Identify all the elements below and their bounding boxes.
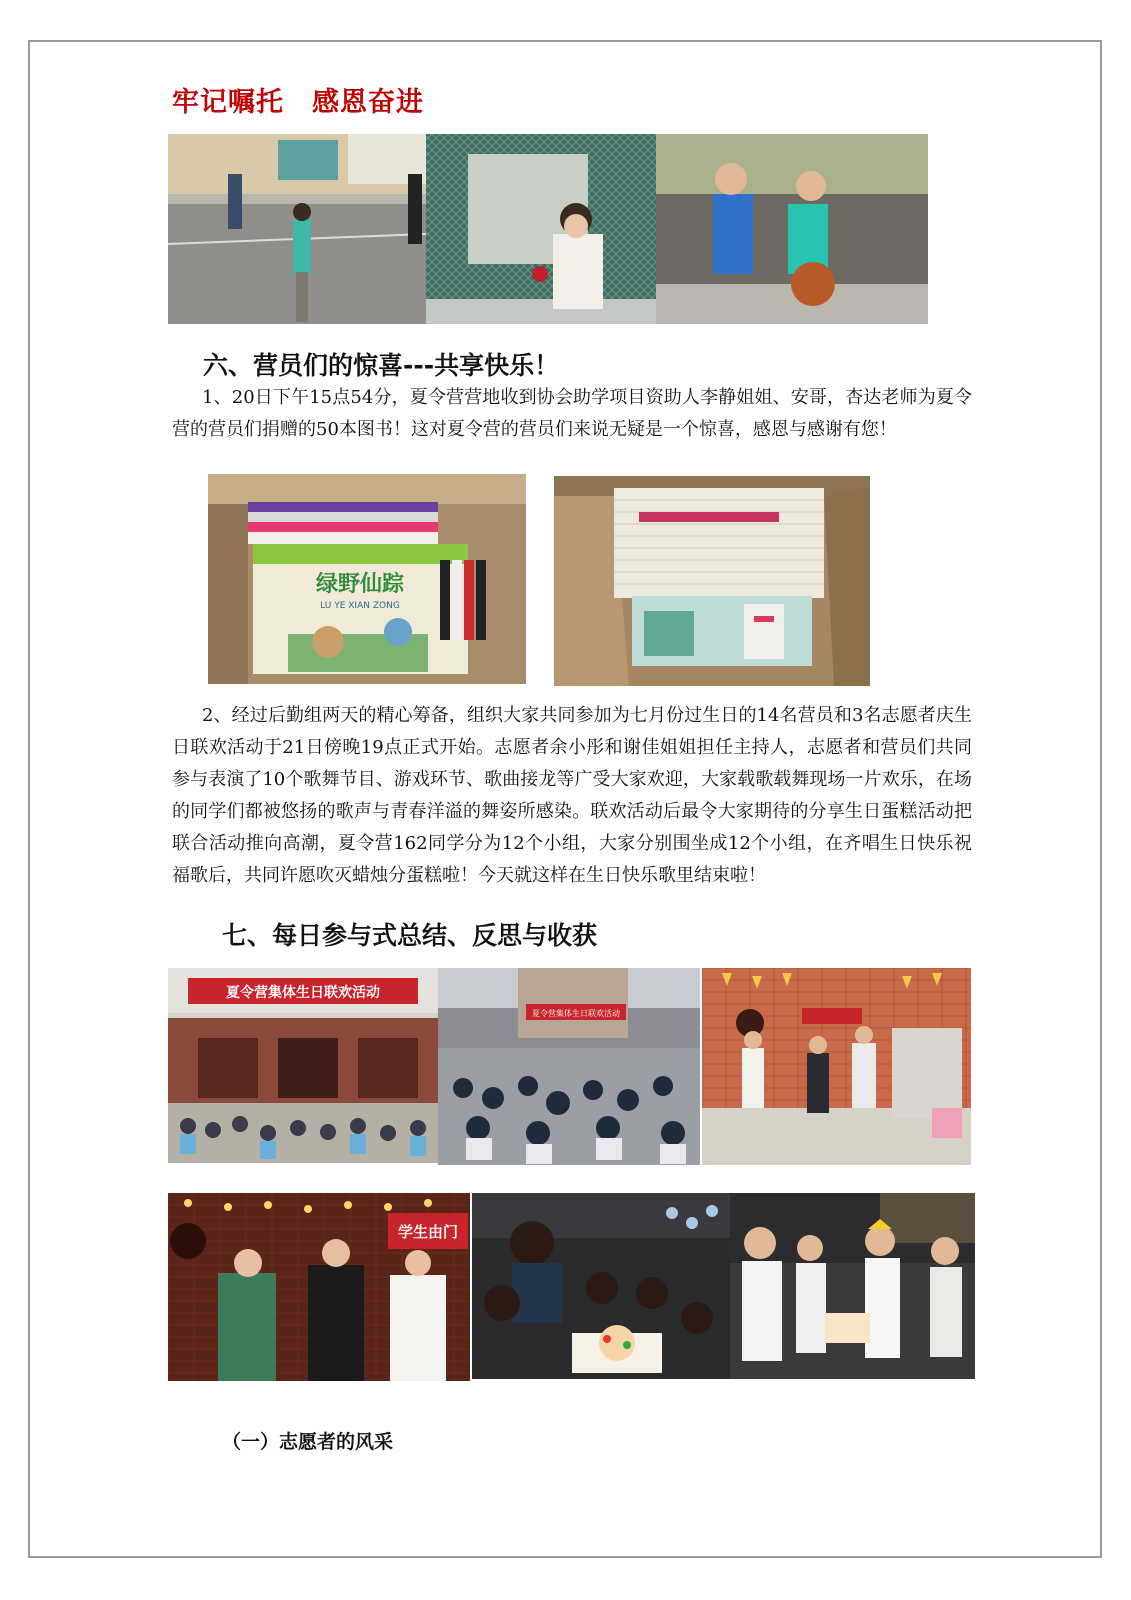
photo-birthday-kids (730, 1193, 975, 1379)
photo-birthday-stage (168, 968, 438, 1163)
banner-text-2: 夏令营集体生日联欢活动 (532, 1009, 620, 1018)
photo-books-box-2 (554, 476, 870, 686)
sign-student: 学生由门 (397, 1223, 459, 1241)
section6-paragraph-2: 2、经过后勤组两天的精心筹备，组织大家共同参加为七月份过生日的14名营员和3名志愿者庆生日联欢活动于21日傍晚19点正式开始。志愿者余小彤和谢佳姐姐担任主持人，志愿者和营员们共同参与表演了10个歌舞节目、游戏环节、歌曲接龙等广受大家欢迎，大家载歌载舞现场一片欢乐，在场的同学们都被悠扬的歌声与青春洋溢的舞姿所感染。联欢活动后最令大家期待的分享生日蛋糕活动把联合活动推向高潮，夏令营162同学分为12个小组，大家分别围坐成12个小组，在齐唱生日快乐祝福歌后，共同许愿吹灭蜡烛分蛋糕啦！今天就这样在生日快乐歌里结束啦！ (172, 705, 972, 886)
book-title: 绿野仙踪 (315, 572, 405, 597)
photo-birthday-audience (438, 968, 700, 1165)
photo-strip-sports (168, 134, 928, 324)
photo-birthday-dance (702, 968, 971, 1165)
book-pinyin: LU YE XIAN ZONG (320, 601, 400, 611)
photo-volunteer-hosts (168, 1193, 470, 1381)
photo-cake-sharing (472, 1193, 730, 1379)
section6-heading: 六、营员们的惊喜---共享快乐！ (203, 351, 560, 380)
banner-text-1: 夏令营集体生日联欢活动 (226, 985, 380, 1001)
section7-subheading: （一）志愿者的风采 (222, 1431, 394, 1453)
section7-heading: 七、每日参与式总结、反思与收获 (222, 921, 598, 950)
photo-books-box-1 (208, 474, 526, 684)
section6-paragraph-1: 1、20日下午15点54分，夏令营营地收到协会助学项目资助人李静姐姐、安哥，杏达老师为夏令营的营员们捐赠的50本图书！这对夏令营的营员们来说无疑是一个惊喜，感恩与感谢有您！ (172, 387, 972, 440)
page-header-title: 牢记嘱托 感恩奋进 (172, 87, 424, 118)
